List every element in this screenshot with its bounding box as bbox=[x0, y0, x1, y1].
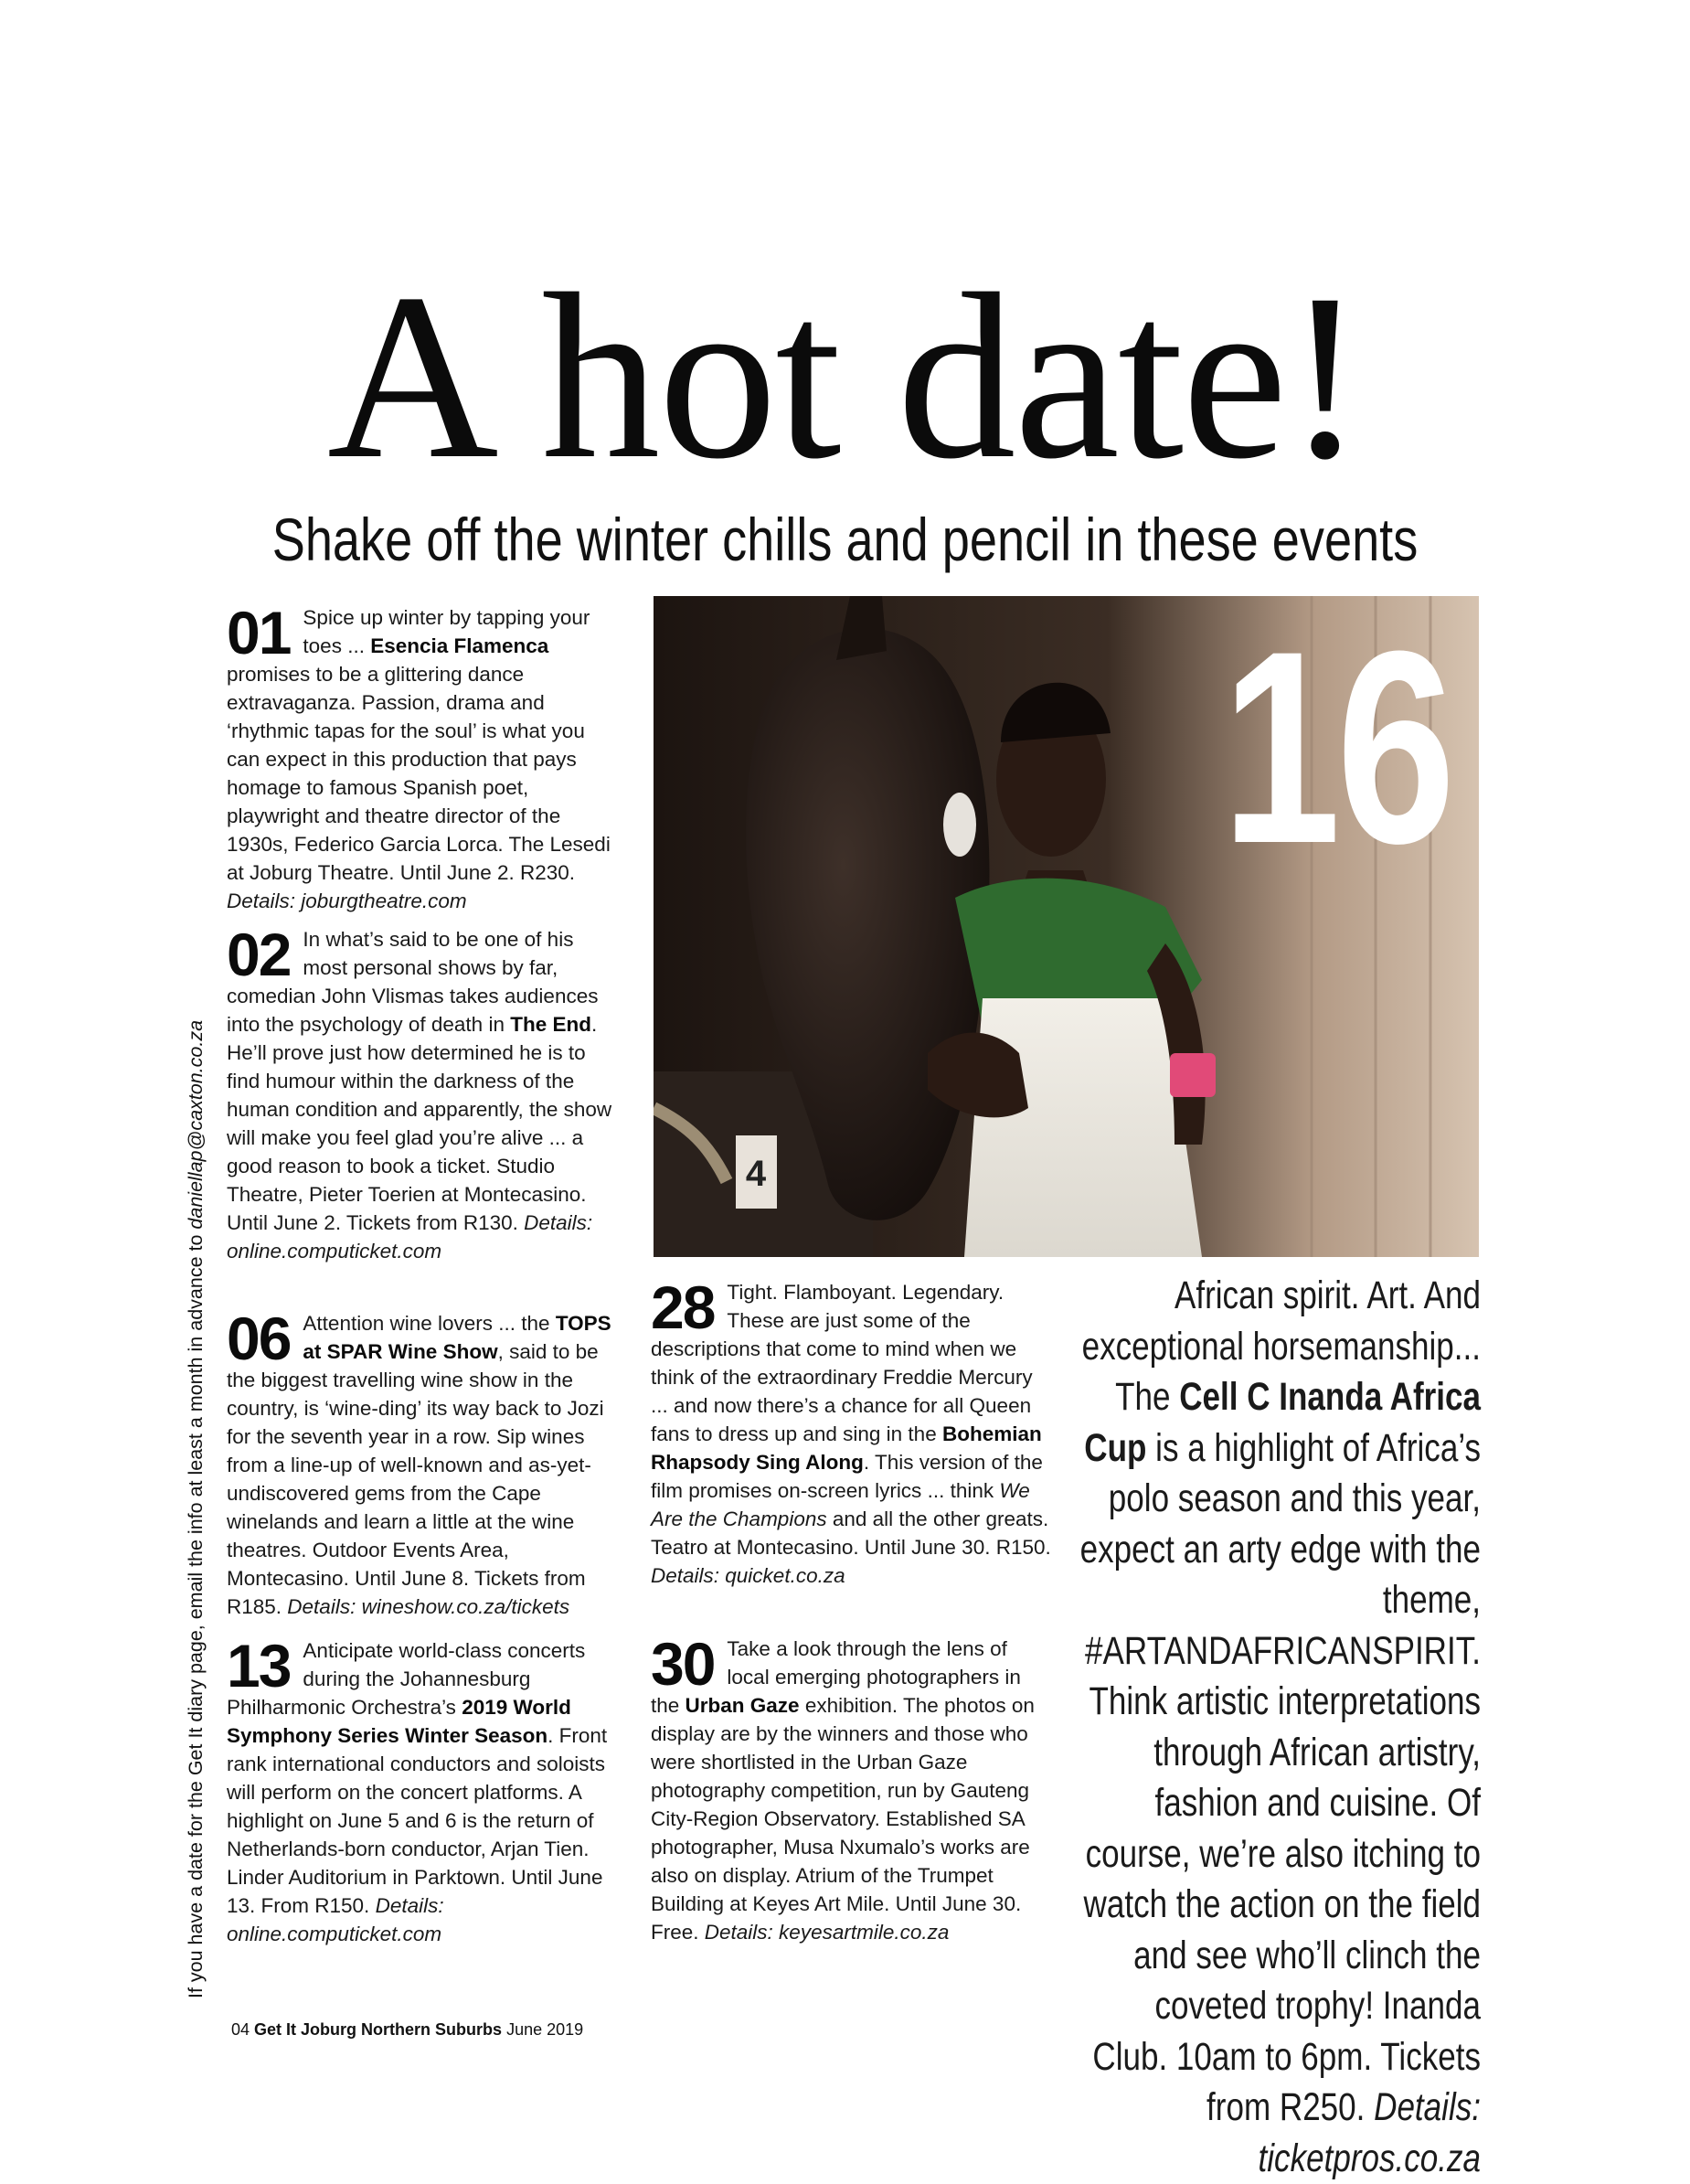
event-title: Bohemian Rhapsody Sing Along bbox=[651, 1422, 1042, 1474]
issue-date: June 2019 bbox=[506, 2020, 584, 2039]
page-number: 04 bbox=[231, 2020, 250, 2039]
event-number: 06 bbox=[227, 1305, 291, 1372]
event-30: 30 Take a look through the lens of local emerging photographers in the Urban Gaze exhibition. The photos on display are by the winners and those who were shortlisted in the Urban Gaze photography competition, run by Gauteng City-Region Observatory. Established SA photographer, Musa Nxumalo’s works are also on display. Atrium of the Trumpet Building at Keyes Art Mile. Until June 30. Free. Details: keyesartmile.co.za bbox=[651, 1630, 1035, 1944]
event-number: 30 bbox=[651, 1630, 715, 1698]
sidebar-note bbox=[183, 892, 208, 1998]
feature-photo bbox=[654, 596, 1479, 1257]
event-06: 06 Attention wine lovers ... the TOPS at SPAR Wine Show, said to be the biggest travelling wine show in the country, is ‘wine-ding’ its way back to Jozi for the seventh year in a row. Sip wines from a line-up of well-known and as-yet-undiscovered gems from the Cape winelands and learn a little at the wine theatres. Outdoor Events Area, Montecasino. Until June 8. Tickets from R185. Details: wineshow.co.za/tickets bbox=[227, 1305, 611, 1618]
event-number: 13 bbox=[227, 1632, 291, 1699]
event-title: Urban Gaze bbox=[685, 1694, 800, 1717]
feature-story: African spirit. Art. And exceptional horsemanship... The Cell C Inanda Africa Cup is a highlight of Africa’s polo season and this year, expect an arty edge with the theme, #ARTANDAFRICANSPIRIT. Think artistic interpretations through African artistry, fashion and cuisine. Of course, we’re also itching to watch the action on the field and see who’ll clinch the coveted trophy! Inanda Club. 10am to 6pm. Tickets from R250. Details: ticketpros.co.za bbox=[1079, 1273, 1481, 2180]
event-details: Details: keyesartmile.co.za bbox=[704, 1921, 950, 1944]
event-title: The End bbox=[510, 1013, 591, 1036]
sidebar-note-text: If you have a date for the Get It diary page, email the info at least a month in advance to bbox=[185, 1234, 207, 1998]
feature-title: Cell C Inanda Africa Cup bbox=[1084, 1375, 1481, 1470]
feature-details: Details: ticketpros.co.za bbox=[1258, 2085, 1481, 2180]
stall-number: 4 bbox=[745, 1154, 767, 1194]
event-13: 13 Anticipate world-class concerts during the Johannesburg Philharmonic Orchestra’s 2019 World Symphony Series Winter Season. Front rank international conductors and soloists will perform on the concert platforms. A highlight on June 5 and 6 is the return of Netherlands-born conductor, Arjan Tien. Linder Auditorium in Parktown. Until June 13. From R150. Details: online.computicket.com bbox=[227, 1632, 608, 1945]
event-number: 01 bbox=[227, 599, 291, 666]
event-title: TOPS at SPAR Wine Show bbox=[303, 1312, 611, 1363]
event-details: Details: quicket.co.za bbox=[651, 1564, 845, 1587]
event-title: 2019 World Symphony Series Winter Season bbox=[227, 1696, 571, 1747]
sidebar-note-email: daniellap@caxton.co.za bbox=[185, 1019, 207, 1230]
event-01: 01 Spice up winter by tapping your toes ... Esencia Flamenca promises to be a glittering dance extravaganza. Passion, drama and ‘rhythmic tapas for the soul’ is what you can expect in this production that pays homage to famous Spanish poet, playwright and theatre director of the 1930s, Federico Garcia Lorca. The Lesedi at Joburg Theatre. Until June 2. R230. Details: joburgtheatre.com bbox=[227, 599, 611, 912]
photo-date-number: 16 bbox=[1222, 596, 1451, 900]
event-number: 02 bbox=[227, 921, 291, 988]
event-title: Esencia Flamenca bbox=[370, 634, 549, 657]
event-details: Details: joburgtheatre.com bbox=[227, 890, 467, 912]
page-title: A hot date! bbox=[326, 245, 1364, 508]
event-28: 28 Tight. Flamboyant. Legendary. These are just some of the descriptions that come to mind when we think of the extraordinary Freddie Mercury ... and now there’s a chance for all Queen fans to dress up and sing in the Bohemian Rhapsody Sing Along. This version of the film promises on-screen lyrics ... think We Are the Champions and all the other greats. Teatro at Montecasino. Until June 30. R150. Details: quicket.co.za bbox=[651, 1273, 1051, 1587]
page-subtitle: Shake off the winter chills and pencil in these events bbox=[271, 506, 1419, 573]
event-film-title: We Are the Champions bbox=[651, 1479, 1030, 1530]
page-footer bbox=[231, 2019, 583, 2040]
event-02: 02 In what’s said to be one of his most personal shows by far, comedian John Vlismas takes audiences into the psychology of death in The End. He’ll prove just how determined he is to find humour within the darkness of the human condition and apparently, the show will make you feel glad you’re alive ... a good reason to book a ticket. Studio Theatre, Pieter Toerien at Montecasino. Until June 2. Tickets from R130. Details: online.computicket.com bbox=[227, 921, 612, 1262]
event-details: Details: online.computicket.com bbox=[227, 1894, 444, 1945]
publication-name: Get It Joburg Northern Suburbs bbox=[254, 2020, 503, 2039]
event-number: 28 bbox=[651, 1273, 715, 1341]
event-details: Details: online.computicket.com bbox=[227, 1211, 593, 1262]
event-details: Details: wineshow.co.za/tickets bbox=[287, 1595, 570, 1618]
